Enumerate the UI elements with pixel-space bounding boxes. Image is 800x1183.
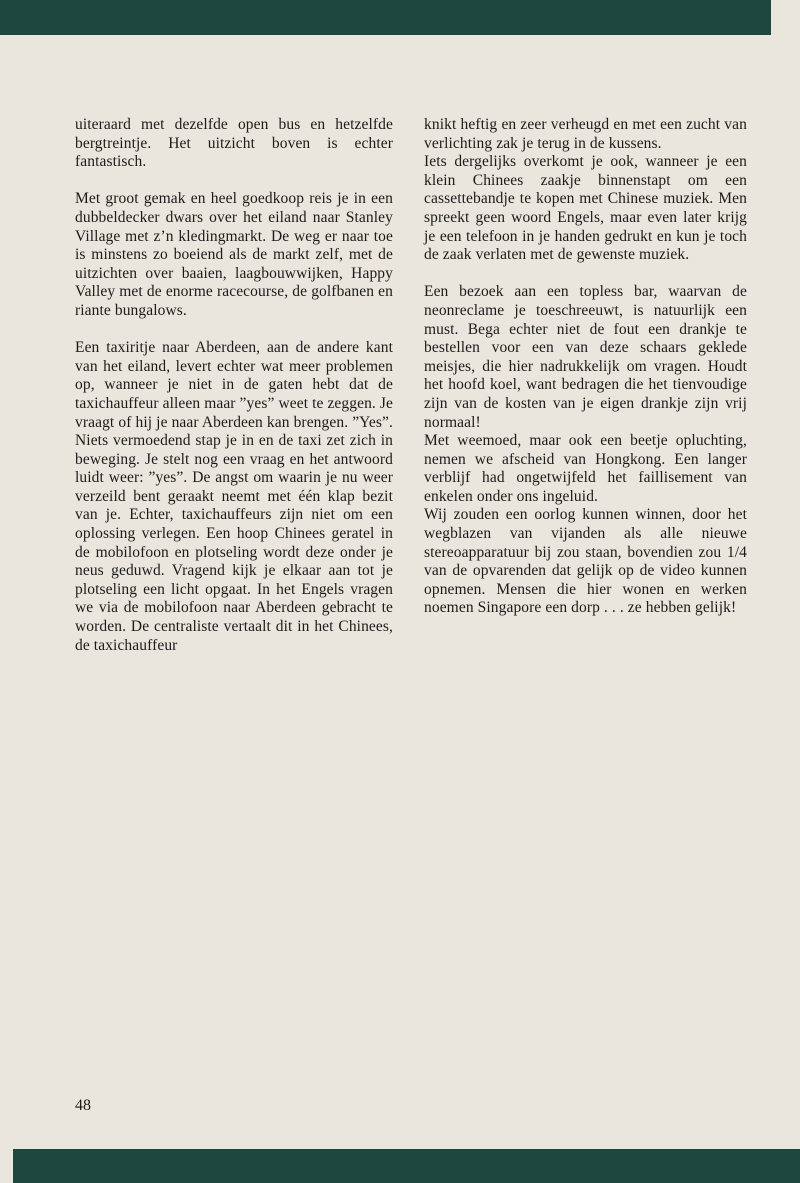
body-paragraph: Wij zouden een oorlog kunnen winnen, door het wegblazen van vijanden als alle nieuwe stereoapparatuur bij zou staan, bovendien zou 1/4 van de opvarenden dat gelijk op de video kunnen opnemen. Mensen die hier wonen en werken noemen Singapore een dorp . . . ze hebben gelijk! — [424, 506, 747, 617]
body-paragraph: Iets dergelijks overkomt je ook, wanneer je een klein Chinees zaakje binnenstapt om een cassettebandje te kopen met Chinese muziek. Men spreekt geen woord Engels, maar even later krijg je een telefoon in je handen gedrukt en kun je toch de zaak verlaten met de gewenste muziek. — [424, 153, 747, 264]
body-paragraph: knikt heftig en zeer verheugd en met een zucht van verlichting zak je terug in de kussens. — [424, 116, 747, 152]
body-paragraph: Met weemoed, maar ook een beetje opluchting, nemen we afscheid van Hongkong. Een langer verblijf had ongetwijfeld het faillisement van enkelen onder ons ingeluid. — [424, 432, 747, 505]
scan-edge-bottom-bar — [13, 1149, 800, 1183]
body-paragraph: Een bezoek aan een topless bar, waarvan de neonreclame je toeschreeuwt, is natuurlijk een must. Bega echter niet de fout een drankje te bestellen voor een van deze schaars geklede meisjes, die hier nadrukkelijk om vragen. Houdt het hoofd koel, want bedragen die het tienvoudige zijn van de kosten van je eigen drankje zijn vrij normaal! — [424, 283, 747, 431]
body-paragraph: Een taxiritje naar Aberdeen, aan de andere kant van het eiland, levert echter wat meer problemen op, wanneer je niet in de gaten hebt dat de taxichauffeur alleen maar ”yes” weet te zeggen. Je vraagt of hij je naar Aberdeen kan brengen. ”Yes”. Niets vermoedend stap je in en de taxi zet zich in beweging. Je stelt nog een vraag en het antwoord luidt weer: ”yes”. De angst om waarin je nu weer verzeild bent geraakt neemt met één klap bezit van je. Echter, taxichauffeurs zijn niet om een oplossing verlegen. Een hoop Chinees geratel in de mobilofoon en plotseling wordt deze onder je neus geduwd. Vragend kijk je elkaar aan tot je plotseling een licht opgaat. In het Engels vragen we via de mobilofoon naar Aberdeen gebracht te worden. De centraliste vertaalt dit in het Chinees, de taxichauffeur — [75, 339, 393, 654]
right-column — [424, 116, 747, 618]
left-column — [75, 116, 393, 655]
scan-edge-top-bar — [0, 0, 771, 35]
page-number: 48 — [75, 1097, 91, 1114]
body-paragraph: Met groot gemak en heel goedkoop reis je in een dubbeldecker dwars over het eiland naar Stanley Village met z’n kledingmarkt. De weg er naar toe is minstens zo boeiend als de markt zelf, met de uitzichten over baaien, laagbouwwijken, Happy Valley met de enorme racecourse, de golfbanen en riante bungalows. — [75, 190, 393, 319]
body-paragraph: uiteraard met dezelfde open bus en hetzelfde bergtreintje. Het uitzicht boven is echter fantastisch. — [75, 116, 393, 171]
